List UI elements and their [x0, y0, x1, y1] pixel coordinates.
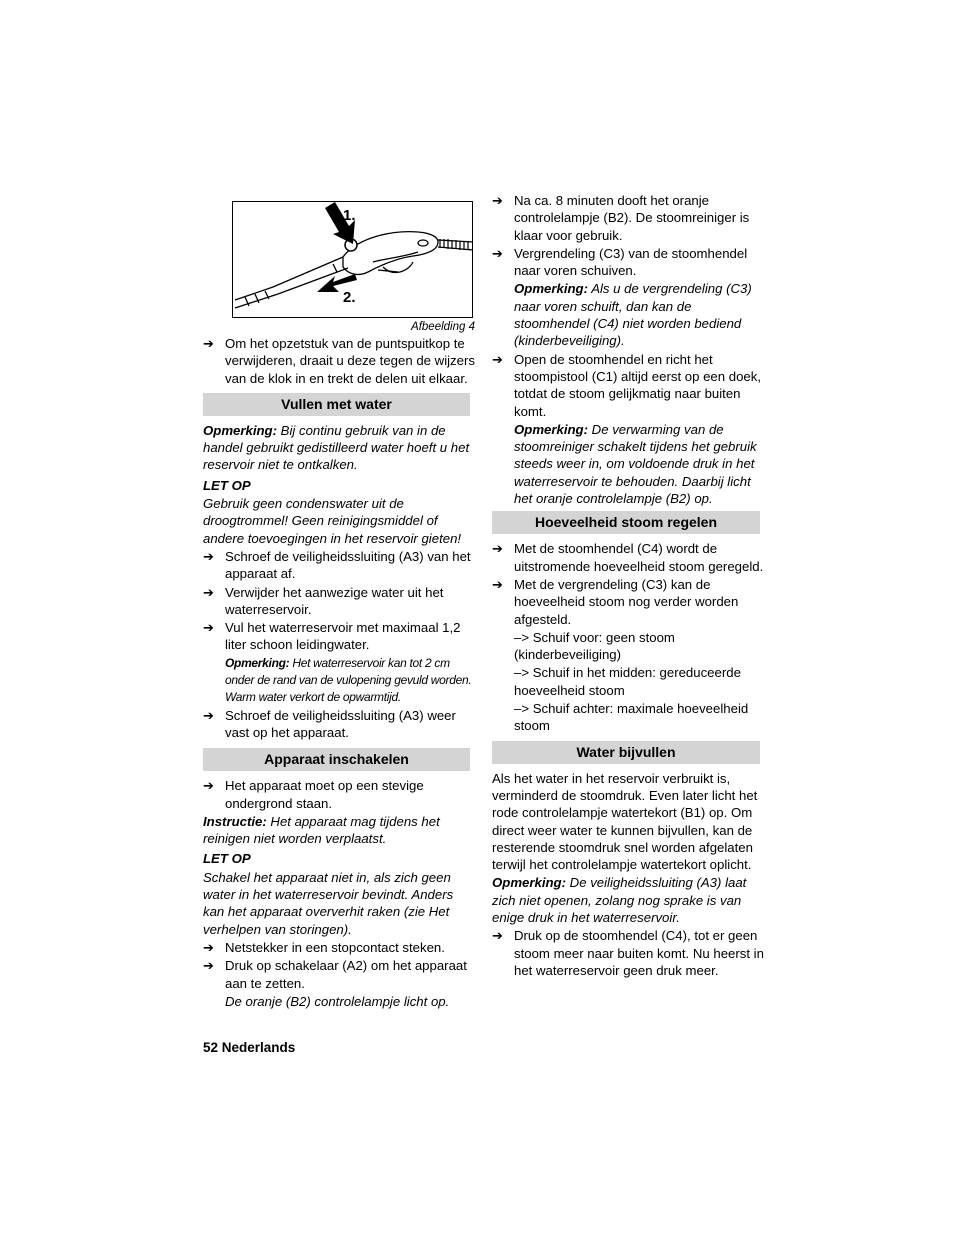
instruction-note: Instructie: Het apparaat mag tijdens het reinigen niet worden verplaatst. — [203, 813, 440, 847]
list-item: ➔ Schroef de veiligheidssluiting (A3) van het apparaat af. — [203, 548, 471, 582]
note: Opmerking: De veiligheidssluiting (A3) laat zich niet openen, zolang nog sprake is van enige druk in het waterreservoir. — [492, 875, 747, 925]
lamp-note: De oranje (B2) controlelampje licht op. — [225, 993, 450, 1009]
warning-text: Gebruik geen condenswater uit de droogtrommel! Geen reinigingsmiddel of andere toevoegingen in het reservoir gieten! — [203, 496, 462, 546]
section-heading-vullen: Vullen met water — [203, 393, 470, 416]
arrow-bullet-icon: ➔ — [492, 928, 503, 944]
section-heading-water-bijvullen: Water bijvullen — [492, 741, 760, 764]
arrow-bullet-icon: ➔ — [492, 193, 503, 208]
list-item: ➔ Druk op schakelaar (A2) om het apparaat aan te zetten. — [203, 958, 467, 991]
list-item: ➔ Druk op de stoomhendel (C4), tot er geen stoom meer naar buiten komt. Nu heerst in het waterreservoir geen druk meer. — [492, 928, 764, 978]
warning-heading: LET OP — [203, 851, 251, 867]
arrow-bullet-icon: ➔ — [203, 584, 214, 600]
option-middle: –> Schuif in het midden: gereduceerde hoeveelheid stoom — [514, 665, 741, 698]
note: Opmerking: Bij continu gebruik van in de handel gebruikt gedistilleerd water hoeft u het reservoir niet te ontkalken. — [203, 422, 470, 473]
arrow-bullet-icon: ➔ — [492, 351, 503, 367]
list-item: ➔ Vergrendeling (C3) van de stoomhendel naar voren schuiven. — [492, 245, 748, 279]
left-column — [203, 192, 475, 1011]
note: Opmerking: De verwarming van de stoomreiniger schakelt tijdens het gebruik steeds weer in, om voldoende druk in het waterreservoir te behouden. Daarbij licht het oranje controlelampje (B2) op. — [514, 421, 757, 507]
arrow-bullet-icon: ➔ — [492, 245, 503, 261]
arrow-bullet-icon: ➔ — [203, 958, 214, 974]
list-item: ➔ Verwijder het aanwezige water uit het waterreservoir. — [203, 584, 444, 617]
arrow-bullet-icon: ➔ — [492, 541, 503, 557]
arrow-bullet-icon: ➔ — [203, 336, 214, 351]
section-heading-inschakelen: Apparaat inschakelen — [203, 748, 470, 771]
list-item: ➔ Met de stoomhendel (C4) wordt de uitstromende hoeveelheid stoom geregeld. — [492, 541, 764, 574]
list-item: ➔ Na ca. 8 minuten dooft het oranje controlelampje (B2). De stoomreiniger is klaar voor gebruik. — [492, 193, 750, 243]
option-front: –> Schuif voor: geen stoom (kinderbeveiliging) — [514, 629, 675, 663]
warning-text: Schakel het apparaat niet in, als zich geen water in het waterreservoir bevindt. Anders kan het apparaat oververhit raken (zie Het verhelpen van storingen). — [203, 869, 454, 937]
steam-gun-illustration — [233, 202, 474, 319]
arrow-bullet-icon: ➔ — [492, 576, 503, 592]
figure-steam-gun — [232, 201, 473, 318]
option-back: –> Schuif achter: maximale hoeveelheid stoom — [514, 701, 749, 734]
list-item: ➔ Om het opzetstuk van de puntspuitkop te verwijderen, draait u deze tegen de wijzers van de klok in en trekt de delen uit elkaar. — [203, 336, 475, 386]
label-2: 2. — [343, 289, 356, 306]
hose-icon — [438, 239, 473, 250]
note: Opmerking: Als u de vergrendeling (C3) naar voren schuift, dan kan de stoomhendel (C4) niet worden bediend (kinderbeveiliging). — [514, 281, 752, 349]
gun-body-icon — [343, 232, 438, 275]
arrow-bullet-icon: ➔ — [203, 778, 214, 794]
label-1: 1. — [343, 207, 356, 224]
page-footer: 52 Nederlands — [203, 1040, 296, 1055]
figure-caption: Afbeelding 4 — [411, 321, 475, 333]
arrow-bullet-icon: ➔ — [203, 548, 214, 564]
warning-heading: LET OP — [203, 477, 251, 493]
right-column — [492, 192, 764, 980]
list-item: ➔ Het apparaat moet op een stevige ondergrond staan. — [203, 778, 424, 811]
arrow-bullet-icon: ➔ — [203, 620, 214, 636]
list-item: ➔ Open de stoomhendel en richt het stoompistool (C1) altijd eerst op een doek, totdat de stoom gelijkmatig naar buiten komt. — [492, 351, 762, 419]
refill-paragraph: Als het water in het reservoir verbruikt is, verminderd de stoomdruk. Even later licht het rode controlelampje watertekort (B1) op. Om direct weer water te kunnen bijvullen, kan de resterende stoomdruk snel worden afgelaten terwijl het controlelampje watertekort oplicht. — [492, 770, 758, 873]
list-item: ➔ Vul het waterreservoir met maximaal 1,2 liter schoon leidingwater. — [203, 620, 461, 653]
list-item: ➔ Met de vergrendeling (C3) kan de hoeveelheid stoom nog verder worden afgesteld. — [492, 576, 739, 627]
small-note: Opmerking: Het waterreservoir kan tot 2 cm onder de rand van de vulopening gevuld worden. Warm water verkort de opwarmtijd. — [225, 655, 472, 705]
arrow-bullet-icon: ➔ — [203, 707, 214, 723]
arrow-bullet-icon: ➔ — [203, 939, 214, 955]
list-item: ➔ Schroef de veiligheidssluiting (A3) weer vast op het apparaat. — [203, 707, 456, 740]
section-heading-stoom-regelen: Hoeveelheid stoom regelen — [492, 511, 760, 534]
list-item: ➔ Netstekker in een stopcontact steken. — [203, 939, 445, 955]
